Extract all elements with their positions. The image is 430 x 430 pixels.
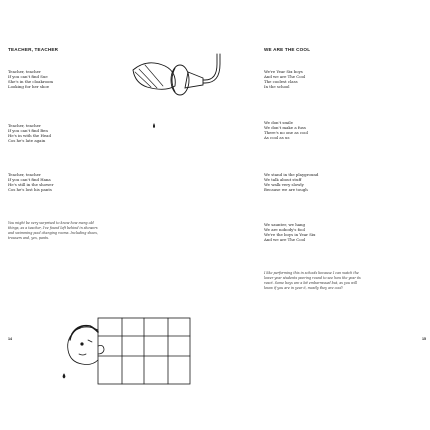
poem-line: We don't smile <box>264 120 293 125</box>
poem-stanza <box>264 120 308 140</box>
poem-title-teacher-teacher: TEACHER, TEACHER <box>8 47 59 52</box>
poem-line: And we are The Cool <box>264 237 306 243</box>
poem-line: Teacher, teacher <box>8 172 41 177</box>
poem-stanza <box>8 69 53 89</box>
poem-line: We're Year Six boys <box>264 69 303 74</box>
poem-line: Teacher, teacher <box>8 69 41 74</box>
poem-stanza <box>8 172 53 192</box>
poem-line: If you can't find Hana <box>8 177 51 183</box>
right-page <box>216 0 430 430</box>
poem-line: Looking for her shoe <box>8 84 50 90</box>
poem-line: We are nobody's fool <box>264 227 305 233</box>
note-line: react. Some boys are a bit embarrassed but, as you will <box>264 280 358 285</box>
poem-line: She's in the cloakroom <box>8 79 54 85</box>
poem-line: There's no one as cool <box>264 130 309 136</box>
poem-line: We saunter, we hang <box>264 222 306 227</box>
boy-peeking-from-shower-icon <box>58 316 193 386</box>
poem-line: He's still in the shower <box>8 182 54 188</box>
poem-line: And we are The Cool <box>264 74 306 80</box>
poem-line: We walk very slowly <box>264 182 304 188</box>
poem-line: As cool as us <box>264 135 290 141</box>
author-note <box>8 221 98 241</box>
poem-line: We stand in the playground <box>264 172 319 177</box>
poem-stanza <box>8 123 51 143</box>
poem-line: Teacher, teacher <box>8 123 41 128</box>
page-number: 14 <box>8 337 12 341</box>
note-line: You might be very surprised to know how many old <box>8 221 94 225</box>
left-page <box>0 0 214 430</box>
poem-line: Because we are tough <box>264 187 308 193</box>
poem-line: The coolest class <box>264 79 298 85</box>
poem-line: We talk about stuff <box>264 177 302 183</box>
note-line: I like performing this in schools because I can watch the <box>264 271 359 275</box>
note-line: know if you are in year 6, mostly they are cool! <box>264 285 343 290</box>
poem-line: In the school <box>264 84 290 90</box>
note-line: and swimming pool changing rooms. Including shoes, <box>8 230 98 235</box>
page-number: 15 <box>422 337 426 341</box>
note-line: trousers and, yes, pants. <box>8 235 50 240</box>
poem-line: He's in with the Head <box>8 133 51 139</box>
note-line: things, as a teacher, I've found left behind in showers <box>8 225 98 230</box>
poem-stanza <box>264 172 318 192</box>
poem-line: We're the boys in Year Six <box>264 232 316 238</box>
poem-stanza <box>264 69 305 89</box>
poem-line: Cos he's late again <box>8 138 46 144</box>
note-line: lower year students peering round to see how the year 6s <box>264 275 361 280</box>
poem-line: If you can't find Sue <box>8 74 48 80</box>
shower-head-icon <box>125 52 225 112</box>
poem-line: If you can't find Ben <box>8 128 48 134</box>
poem-stanza <box>264 222 315 242</box>
author-note <box>264 271 361 291</box>
poem-line: We don't make a fuss <box>264 125 306 131</box>
poem-line: Cos he's lost his pants <box>8 187 52 193</box>
poem-title-we-are-the-cool: WE ARE THE COOL <box>264 47 311 52</box>
